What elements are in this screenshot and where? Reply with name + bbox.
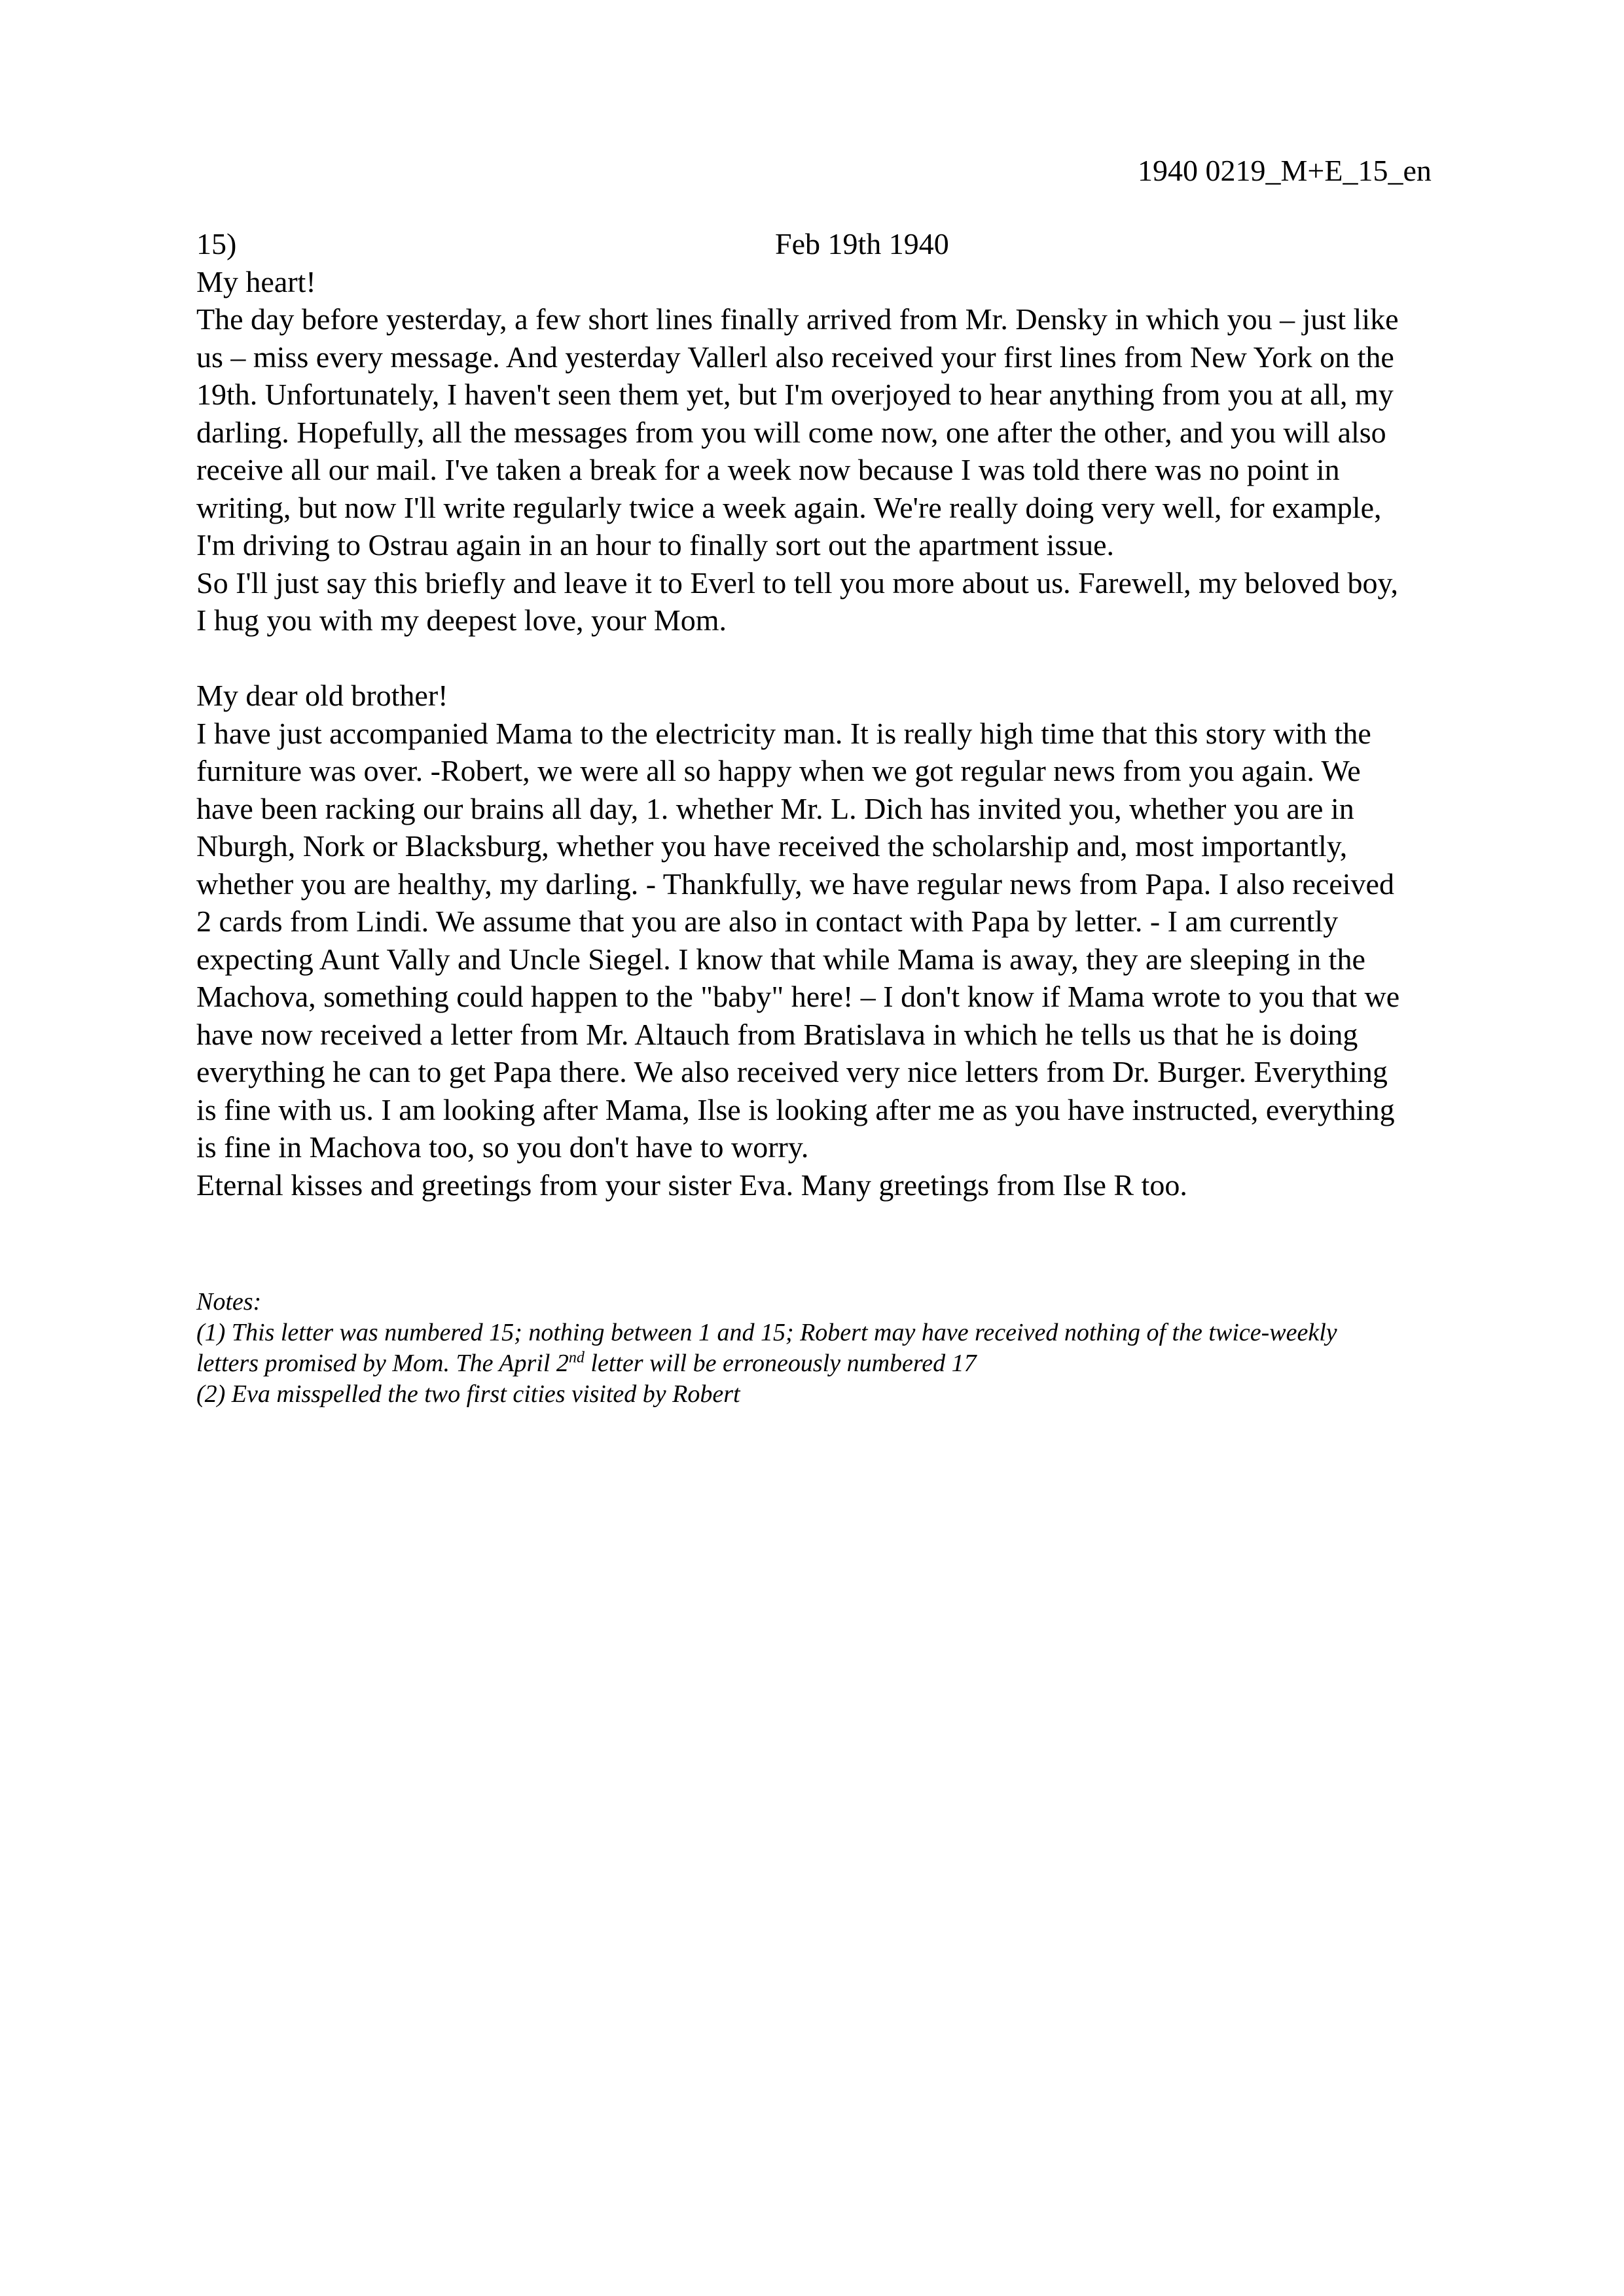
eva-line: expecting Aunt Vally and Uncle Siegel. I know that while Mama is away, they are sleeping in the bbox=[196, 942, 1365, 976]
letter-date: Feb 19th 1940 bbox=[775, 227, 949, 260]
document-reference: 1940 0219_M+E_15_en bbox=[1138, 154, 1432, 187]
note-1-line-1: (1) This letter was numbered 15; nothing between 1 and 15; Robert may have received nothing of the twice-weekly bbox=[196, 1319, 1337, 1346]
eva-line: Nburgh, Nork or Blacksburg, whether you have received the scholarship and, most importantly, bbox=[196, 829, 1348, 863]
eva-line: Eternal kisses and greetings from your sister Eva. Many greetings from Ilse R too. bbox=[196, 1168, 1187, 1202]
mom-line: The day before yesterday, a few short lines finally arrived from Mr. Densky in which you – just like bbox=[196, 302, 1399, 336]
notes-heading: Notes: bbox=[196, 1288, 262, 1316]
eva-line: have been racking our brains all day, 1. whether Mr. L. Dich has invited you, whether you are in bbox=[196, 791, 1354, 825]
note-1-text-end: letter will be erroneously numbered 17 bbox=[584, 1350, 977, 1377]
eva-line: 2 cards from Lindi. We assume that you are also in contact with Papa by letter. - I am currently bbox=[196, 905, 1339, 938]
eva-line: everything he can to get Papa there. We also received very nice letters from Dr. Burger. Everything bbox=[196, 1055, 1388, 1088]
letter-header-row bbox=[196, 225, 1506, 263]
mom-line: writing, but now I'll write regularly twice a week again. We're really doing very well, for example, bbox=[196, 490, 1382, 524]
eva-line: have now received a letter from Mr. Altauch from Bratislava in which he tells us that he is doing bbox=[196, 1017, 1358, 1051]
note-1-line-2 bbox=[196, 1348, 1506, 1379]
eva-line: Machova, something could happen to the "baby" here! – I don't know if Mama wrote to you that we bbox=[196, 980, 1400, 1013]
mom-line: I hug you with my deepest love, your Mom. bbox=[196, 603, 727, 637]
mom-line: I'm driving to Ostrau again in an hour to finally sort out the apartment issue. bbox=[196, 528, 1115, 562]
eva-line: I have just accompanied Mama to the electricity man. It is really high time that this story with the bbox=[196, 716, 1371, 750]
ordinal-suffix: nd bbox=[568, 1349, 585, 1367]
notes-section bbox=[196, 1287, 1506, 1410]
mom-salutation: My heart! bbox=[196, 264, 316, 298]
mom-paragraph bbox=[196, 300, 1506, 639]
mom-line: darling. Hopefully, all the messages from you will come now, one after the other, and you will also bbox=[196, 415, 1386, 449]
mom-line: So I'll just say this briefly and leave it to Everl to tell you more about us. Farewell, my beloved boy, bbox=[196, 565, 1399, 600]
eva-line: furniture was over. -Robert, we were all so happy when we got regular news from you again. We bbox=[196, 754, 1361, 787]
letter-body bbox=[196, 225, 1506, 1204]
note-1-text: letters promised by Mom. The April 2 bbox=[196, 1350, 569, 1377]
letter-number: 15) bbox=[196, 227, 237, 260]
mom-line: 19th. Unfortunately, I haven't seen them yet, but I'm overjoyed to hear anything from you at all, my bbox=[196, 378, 1394, 411]
note-2: (2) Eva misspelled the two first cities visited by Robert bbox=[196, 1380, 740, 1408]
paragraph-gap bbox=[196, 639, 1506, 677]
eva-line: is fine in Machova too, so you don't have to worry. bbox=[196, 1130, 809, 1164]
mom-line: receive all our mail. I've taken a break for a week now because I was told there was no point in bbox=[196, 453, 1340, 486]
eva-line: whether you are healthy, my darling. - Thankfully, we have regular news from Papa. I also received bbox=[196, 867, 1394, 901]
eva-line: is fine with us. I am looking after Mama, Ilse is looking after me as you have instructed, everything bbox=[196, 1092, 1395, 1126]
eva-paragraph bbox=[196, 715, 1506, 1204]
mom-line: us – miss every message. And yesterday Vallerl also received your first lines from New York on the bbox=[196, 340, 1394, 374]
eva-salutation: My dear old brother! bbox=[196, 679, 448, 712]
